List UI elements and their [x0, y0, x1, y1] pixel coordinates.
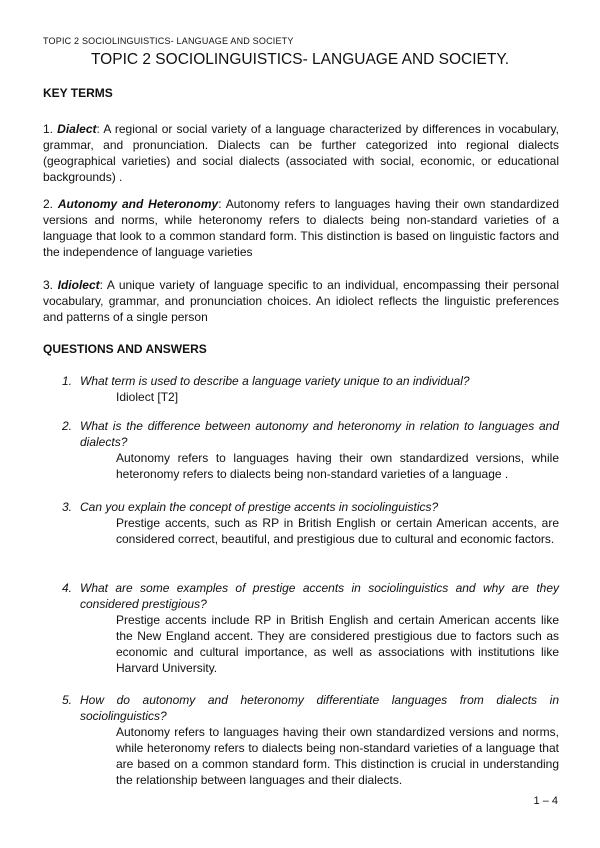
key-term-idiolect — [43, 277, 559, 325]
question-text: Can you explain the concept of prestige accents in sociolinguistics? — [80, 500, 439, 514]
qa-item — [62, 580, 559, 676]
key-term-definition: : Autonomy refers to languages having their own standardized versions and norms, while heteronomy refers to dialects being non-standard varieties of a language that look to a common standard form. This distinction is based on linguistic factors and the independence of language varieties — [43, 197, 560, 259]
key-term-autonomy-heteronomy — [43, 196, 559, 260]
answer-text: Prestige accents include RP in British English and certain American accents like the New England accent. They are considered prestigious due to factors such as economic and cultural importance, as well as associations with institutions like Harvard University. — [116, 613, 559, 675]
qa-item — [62, 418, 559, 482]
key-term-name: Idiolect — [57, 278, 100, 292]
key-terms-heading: KEY TERMS — [43, 86, 113, 100]
question-text: What term is used to describe a language variety unique to an individual? — [80, 374, 470, 388]
page-number: 1 – 4 — [533, 795, 558, 807]
answer-text: Autonomy refers to languages having their own standardized versions, while heteronomy refers to dialects being non-standard varieties of a language . — [116, 451, 559, 481]
answer-text: Autonomy refers to languages having their own standardized versions and norms, while heteronomy refers to dialects being non-standard varieties of a language that are based on a common standard form. This distinction is crucial in understanding the relationship between languages and their dialects. — [116, 725, 559, 787]
question-text: What are some examples of prestige accents in sociolinguistics and why are they considered prestigious? — [80, 581, 559, 611]
question-number: 1. — [62, 374, 73, 388]
qa-heading: QUESTIONS AND ANSWERS — [43, 342, 207, 356]
key-term-dialect — [43, 121, 559, 185]
key-term-number: 2. — [43, 197, 58, 211]
answer-text: Prestige accents, such as RP in British English or certain American accents, are considered correct, beautiful, and prestigious due to cultural and economic factors. — [116, 516, 559, 546]
running-header: TOPIC 2 SOCIOLINGUISTICS- LANGUAGE AND SOCIETY — [43, 36, 294, 46]
question-number: 5. — [62, 693, 73, 707]
key-term-definition: : A regional or social variety of a language characterized by differences in vocabulary, grammar, and pronunciation. Dialects can be further categorized into regional dialects (geographical varieties) and social dialects (associated with social, economic, or educational backgrounds) . — [43, 122, 559, 184]
answer-text: Idiolect [T2] — [116, 390, 179, 404]
qa-item — [62, 692, 559, 788]
question-number: 2. — [62, 419, 73, 433]
qa-item — [62, 499, 559, 547]
question-text: What is the difference between autonomy and heteronomy in relation to languages and dialects? — [80, 419, 559, 449]
question-number: 4. — [62, 581, 73, 595]
key-term-name: Dialect — [57, 122, 97, 136]
key-term-definition: : A unique variety of language specific to an individual, encompassing their personal vocabulary, grammar, and pronunciation choices. An idiolect reflects the linguistic preferences and patterns of a single person — [43, 278, 560, 324]
question-text: How do autonomy and heteronomy differentiate languages from dialects in sociolinguistics? — [80, 693, 559, 723]
page-title: TOPIC 2 SOCIOLINGUISTICS- LANGUAGE AND SOCIETY. — [90, 51, 510, 68]
key-term-number: 3. — [43, 278, 58, 292]
question-number: 3. — [62, 500, 73, 514]
key-term-name: Autonomy and Heteronomy — [57, 197, 219, 211]
key-term-number: 1. — [43, 122, 58, 136]
qa-item — [62, 373, 559, 405]
